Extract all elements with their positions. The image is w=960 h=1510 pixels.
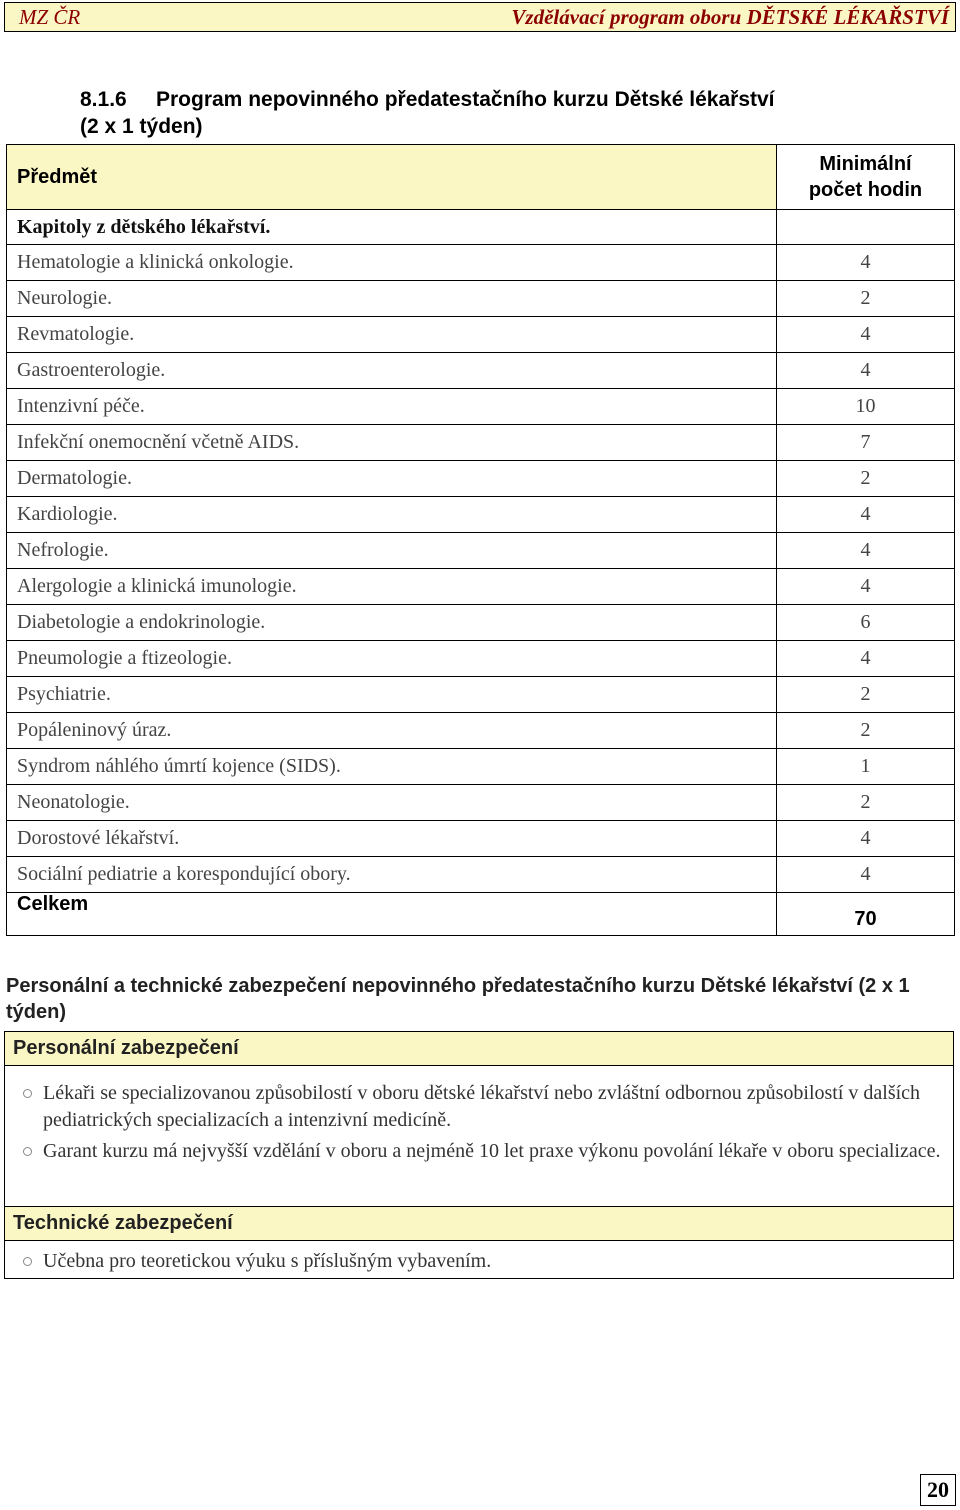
table-row — [7, 821, 955, 857]
list-item-text: Lékaři se specializovanou způsobilostí v oboru dětské lékařství nebo zvláštní odbornou způsobilostí v dalších pediatrických specializacích a intenzivní medicíně. — [43, 1082, 921, 1131]
list-item — [5, 1138, 953, 1165]
chapter-label: Kapitoly z dětského lékařství. — [7, 210, 777, 245]
list-item — [5, 1080, 953, 1134]
subject-cell: Popáleninový úraz. — [7, 713, 777, 749]
list-item-text: Učebna pro teoretickou výuku s příslušným vybavením. — [43, 1250, 492, 1272]
subject-cell: Nefrologie. — [7, 533, 777, 569]
subject-cell: Sociální pediatrie a korespondující obory. — [7, 857, 777, 893]
table-row — [7, 281, 955, 317]
hours-cell: 6 — [777, 605, 955, 641]
table-row — [7, 389, 955, 425]
header-ministry: MZ ČR — [19, 5, 81, 29]
page-number: 20 — [920, 1474, 956, 1506]
hours-header-line2: počet hodin — [808, 179, 923, 201]
table-row — [7, 569, 955, 605]
staff-box — [4, 1031, 954, 1207]
running-header — [4, 2, 956, 32]
list-item — [5, 1248, 953, 1275]
subject-cell: Psychiatrie. — [7, 677, 777, 713]
subject-cell: Pneumologie a ftizeologie. — [7, 641, 777, 677]
subject-column-header: Předmět — [7, 145, 777, 210]
table-header-row — [7, 145, 955, 210]
hours-column-header — [777, 145, 955, 210]
subject-cell: Neonatologie. — [7, 785, 777, 821]
subject-cell: Infekční onemocnění včetně AIDS. — [7, 425, 777, 461]
hours-cell: 2 — [777, 281, 955, 317]
table-row — [7, 461, 955, 497]
table-row — [7, 641, 955, 677]
subject-cell: Hematologie a klinická onkologie. — [7, 245, 777, 281]
hours-cell: 2 — [777, 461, 955, 497]
table-row — [7, 317, 955, 353]
subject-cell: Intenzivní péče. — [7, 389, 777, 425]
subject-cell: Diabetologie a endokrinologie. — [7, 605, 777, 641]
subject-cell: Dorostové lékařství. — [7, 821, 777, 857]
hours-cell: 4 — [777, 317, 955, 353]
table-row — [7, 497, 955, 533]
tech-box — [4, 1206, 954, 1279]
bullet-icon — [23, 1147, 32, 1156]
hours-cell: 1 — [777, 749, 955, 785]
table-row — [7, 749, 955, 785]
tech-heading: Technické zabezpečení — [5, 1207, 953, 1241]
hours-cell: 4 — [777, 245, 955, 281]
tech-list — [5, 1241, 953, 1275]
bullet-icon — [23, 1089, 32, 1098]
subject-cell: Syndrom náhlého úmrtí kojence (SIDS). — [7, 749, 777, 785]
course-program-table — [6, 144, 955, 936]
staff-heading: Personální zabezpečení — [5, 1032, 953, 1066]
personnel-section-title: Personální a technické zabezpečení nepovinného předatestačního kurzu Dětské lékařství (2 x 1 týden) — [6, 975, 910, 1023]
hours-cell: 4 — [777, 569, 955, 605]
table-row — [7, 785, 955, 821]
subject-cell: Alergologie a klinická imunologie. — [7, 569, 777, 605]
subject-cell: Neurologie. — [7, 281, 777, 317]
hours-cell: 2 — [777, 785, 955, 821]
table-row — [7, 245, 955, 281]
subject-cell: Gastroenterologie. — [7, 353, 777, 389]
table-row — [7, 533, 955, 569]
section-title-line1: Program nepovinného předatestačního kurzu Dětské lékařství — [156, 88, 775, 111]
hours-cell: 2 — [777, 713, 955, 749]
table-row — [7, 857, 955, 893]
list-item-text: Garant kurzu má nejvyšší vzdělání v oboru a nejméně 10 let praxe výkonu povolání lékaře v oboru specializace. — [43, 1140, 941, 1162]
table-row — [7, 353, 955, 389]
total-row — [7, 893, 955, 936]
hours-cell: 4 — [777, 821, 955, 857]
hours-cell: 4 — [777, 533, 955, 569]
staff-list — [5, 1066, 953, 1165]
hours-cell: 4 — [777, 641, 955, 677]
table-row — [7, 605, 955, 641]
hours-cell: 4 — [777, 353, 955, 389]
hours-header-line1: Minimální — [819, 153, 912, 175]
hours-cell: 4 — [777, 857, 955, 893]
section-title-line2: (2 x 1 týden) — [80, 115, 203, 138]
total-value: 70 — [777, 893, 955, 936]
table-row — [7, 425, 955, 461]
bullet-icon — [23, 1257, 32, 1266]
section-number: 8.1.6 — [80, 88, 127, 111]
subject-cell: Revmatologie. — [7, 317, 777, 353]
hours-cell: 7 — [777, 425, 955, 461]
hours-cell: 10 — [777, 389, 955, 425]
table-row — [7, 713, 955, 749]
header-document-title: Vzdělávací program oboru DĚTSKÉ LÉKAŘSTVÍ — [511, 5, 949, 29]
total-label: Celkem — [7, 893, 777, 936]
section-heading — [80, 86, 940, 140]
hours-cell: 2 — [777, 677, 955, 713]
table-row — [7, 677, 955, 713]
chapter-row — [7, 210, 955, 245]
subject-cell: Dermatologie. — [7, 461, 777, 497]
chapter-hours-cell — [777, 210, 955, 245]
hours-cell: 4 — [777, 497, 955, 533]
subject-cell: Kardiologie. — [7, 497, 777, 533]
